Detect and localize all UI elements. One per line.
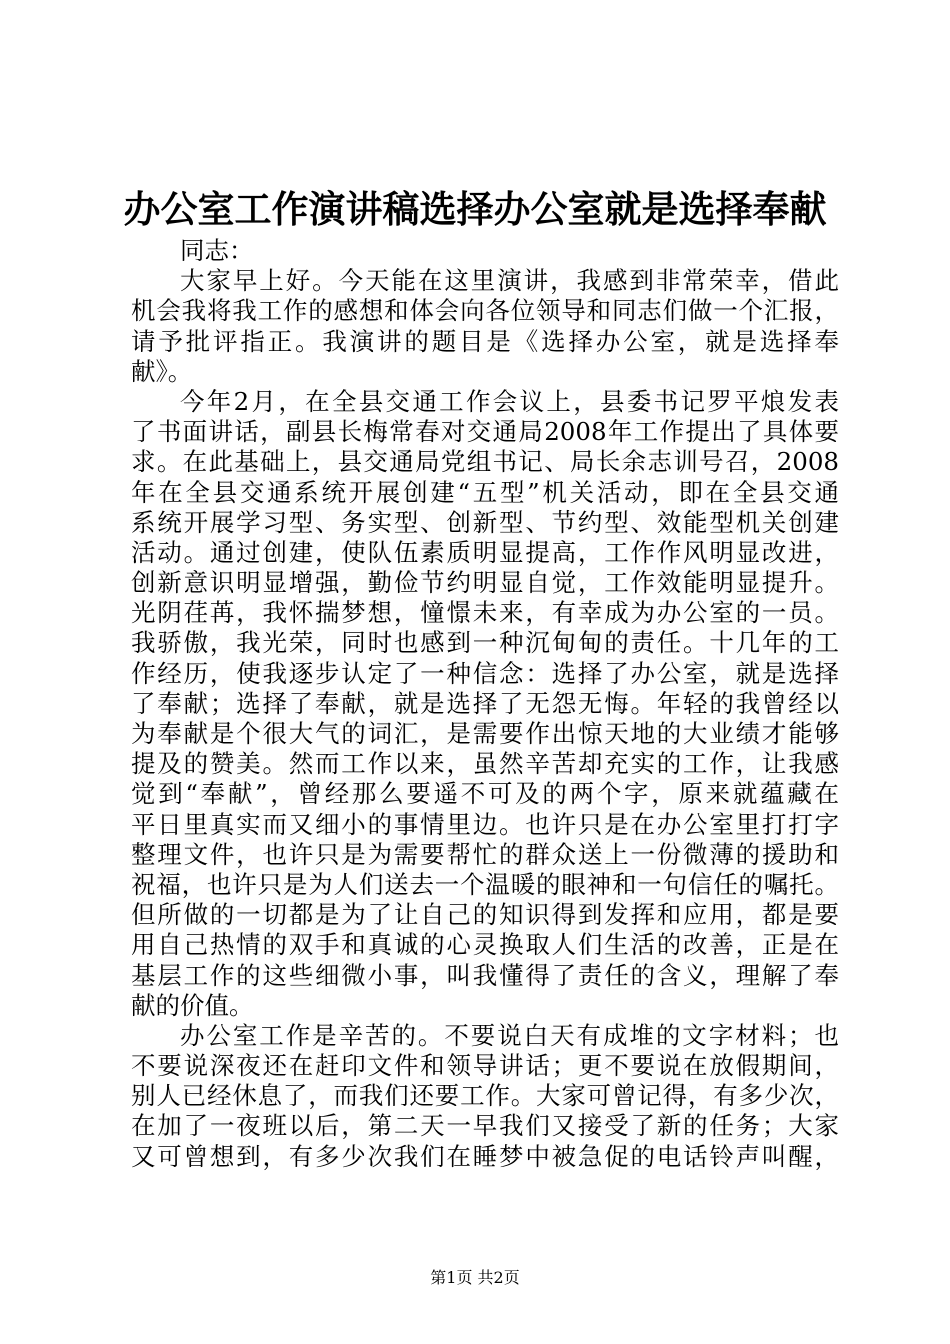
text-line: 献》。 [131, 356, 193, 386]
text-line: 机会我将我工作的感想和体会向各位领导和同志们做一个汇报， [131, 296, 839, 326]
document-body [131, 236, 839, 1172]
text-line: 提及的赞美。然而工作以来，虽然辛苦却充实的工作，让我感 [131, 749, 839, 779]
page-number-footer: 第1页 共2页 [430, 1268, 520, 1287]
text-line: 光阴荏苒，我怀揣梦想，憧憬未来，有幸成为办公室的一员。 [131, 598, 839, 628]
text-line: 整理文件，也许只是为需要帮忙的群众送上一份微薄的援助和 [131, 839, 839, 869]
text-line: 求。在此基础上，县交通局党组书记、局长余志训号召，2008 [131, 447, 839, 477]
text-line: 了书面讲话，副县长梅常春对交通局2008年工作提出了具体要 [131, 417, 839, 447]
text-line: 又可曾想到，有多少次我们在睡梦中被急促的电话铃声叫醒， [131, 1141, 839, 1171]
paragraph-opening [131, 266, 839, 387]
text-line: 同志： [180, 236, 254, 265]
text-line: 办公室工作是辛苦的。不要说白天有成堆的文字材料；也 [180, 1020, 839, 1050]
text-line: 为奉献是个很大气的词汇，是需要作出惊天地的大业绩才能够 [131, 719, 839, 748]
text-line: 了奉献；选择了奉献，就是选择了无怨无悔。年轻的我曾经以 [131, 688, 839, 718]
text-line: 在加了一夜班以后，第二天一早我们又接受了新的任务；大家 [131, 1111, 839, 1141]
text-line: 觉到“奉献”，曾经那么要遥不可及的两个字，原来就蕴藏在 [131, 779, 839, 809]
text-line: 创新意识明显增强，勤俭节约明显自觉，工作效能明显提升。 [131, 568, 839, 598]
text-line: 请予批评指正。我演讲的题目是《选择办公室，就是选择奉 [131, 326, 839, 356]
paragraph-main [131, 387, 839, 1021]
text-line: 系统开展学习型、务实型、创新型、节约型、效能型机关创建 [131, 507, 839, 537]
text-line: 别人已经休息了，而我们还要工作。大家可曾记得，有多少次， [131, 1081, 839, 1111]
text-line: 年在全县交通系统开展创建“五型”机关活动，即在全县交通 [131, 477, 839, 507]
paragraph-salutation [131, 236, 839, 266]
text-line: 平日里真实而又细小的事情里边。也许只是在办公室里打打字 [131, 809, 839, 839]
text-line: 献的价值。 [131, 990, 254, 1020]
text-line: 作经历，使我逐步认定了一种信念：选择了办公室，就是选择 [131, 658, 839, 688]
text-line: 祝福，也许只是为人们送去一个温暖的眼神和一句信任的嘱托。 [131, 869, 839, 899]
text-line: 但所做的一切都是为了让自己的知识得到发挥和应用，都是要 [131, 900, 839, 930]
paragraph-hardship [131, 1021, 839, 1172]
text-line: 大家早上好。今天能在这里演讲，我感到非常荣幸，借此 [180, 266, 839, 296]
text-line: 基层工作的这些细微小事，叫我懂得了责任的含义，理解了奉 [131, 960, 839, 990]
document-title: 办公室工作演讲稿选择办公室就是选择奉献 [123, 187, 827, 231]
text-line: 用自己热情的双手和真诚的心灵换取人们生活的改善，正是在 [131, 930, 839, 960]
text-line: 我骄傲，我光荣，同时也感到一种沉甸甸的责任。十几年的工 [131, 628, 839, 658]
text-line: 不要说深夜还在赶印文件和领导讲话；更不要说在放假期间， [131, 1051, 839, 1081]
text-line: 活动。通过创建，使队伍素质明显提高，工作作风明显改进， [131, 537, 839, 567]
text-line: 今年2月，在全县交通工作会议上，县委书记罗平烺发表 [180, 386, 839, 416]
